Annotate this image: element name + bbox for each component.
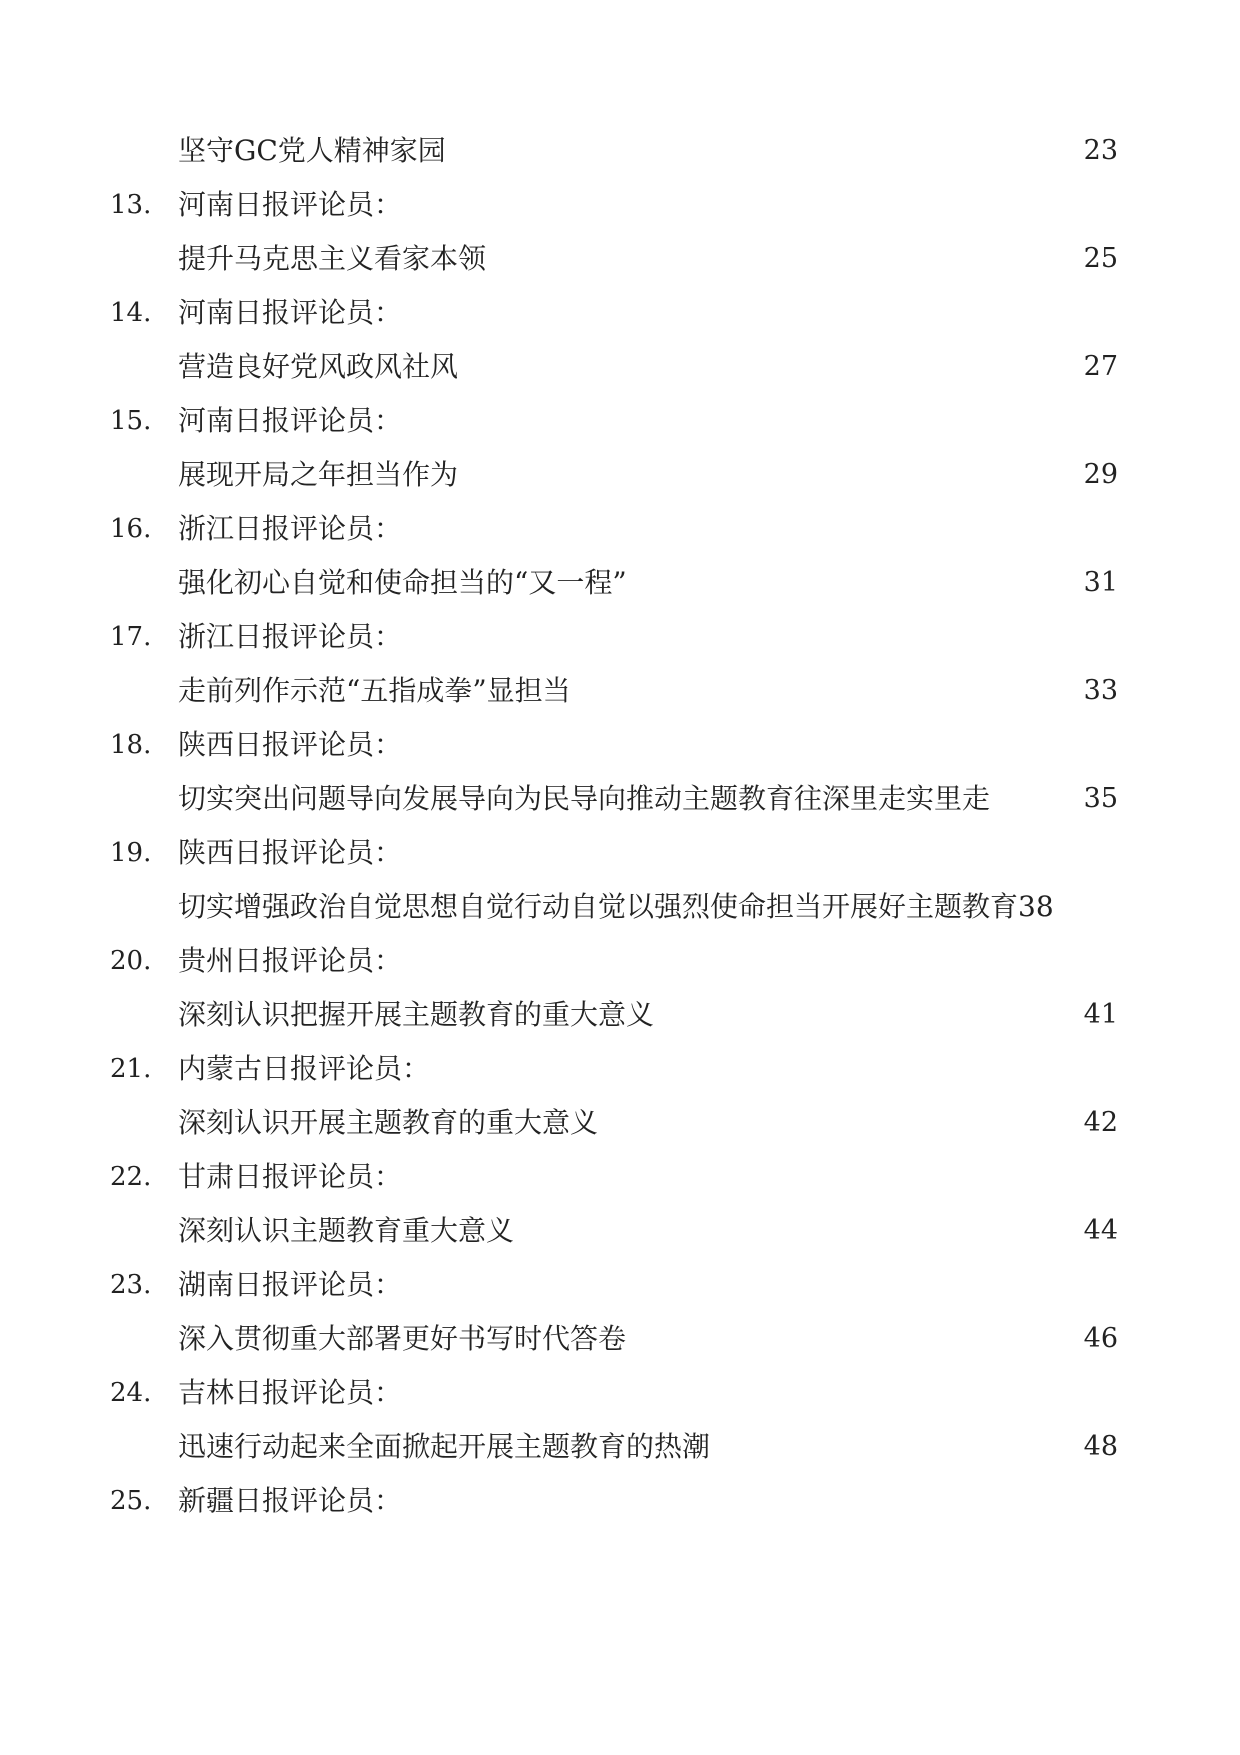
toc-entry-source: 河南日报评论员：: [178, 188, 403, 221]
toc-entry-title-row: [110, 340, 1130, 394]
toc-entry-title-row: [110, 1204, 1130, 1258]
toc-entry-source-row: [110, 718, 1130, 772]
toc-entry-source: 新疆日报评论员：: [178, 1484, 403, 1517]
toc-entry-source: 河南日报评论员：: [178, 296, 403, 329]
toc-page-number: 25: [1083, 243, 1118, 274]
toc-entry-source: 贵州日报评论员：: [178, 944, 403, 977]
toc-title: 深入贯彻重大部署更好书写时代答卷: [178, 1322, 627, 1355]
toc-entry-source: 湖南日报评论员：: [178, 1268, 403, 1301]
toc-entry-source: 内蒙古日报评论员：: [178, 1052, 431, 1085]
toc-entry-source: 浙江日报评论员：: [178, 620, 403, 653]
toc-entry-source: 吉林日报评论员：: [178, 1376, 403, 1409]
toc-page-number: 46: [1083, 1323, 1118, 1354]
toc-title: 切实突出问题导向发展导向为民导向推动主题教育往深里走实里走: [178, 782, 991, 815]
toc-page-number: 31: [1083, 567, 1118, 598]
toc-page-number: 41: [1083, 999, 1118, 1030]
toc-page-number: 44: [1083, 1215, 1118, 1246]
toc-entry-title-row: [110, 232, 1130, 286]
toc-entry-source: 河南日报评论员：: [178, 404, 403, 437]
toc-entry-source-row: [110, 934, 1130, 988]
toc-title: 深刻认识把握开展主题教育的重大意义: [178, 998, 655, 1031]
table-of-contents: [110, 124, 1130, 1528]
toc-page-number: 35: [1083, 783, 1118, 814]
toc-entry-source-row: [110, 1042, 1130, 1096]
toc-title: 走前列作示范“五指成拳”显担当: [178, 674, 571, 707]
toc-title: 切实增强政治自觉思想自觉行动自觉以强烈使命担当开展好主题教育38: [178, 890, 1054, 923]
toc-entry-number: 21.: [110, 1054, 152, 1084]
toc-entries: [110, 178, 1130, 1528]
toc-entry-number: 16.: [110, 514, 152, 544]
toc-page-number: 48: [1083, 1431, 1118, 1462]
toc-entry-number: 17.: [110, 622, 152, 652]
toc-entry-title-row: [110, 1420, 1130, 1474]
toc-entry-source-row: [110, 826, 1130, 880]
toc-entry-source: 陕西日报评论员：: [178, 836, 403, 869]
toc-entry-source-row: [110, 502, 1130, 556]
toc-entry-number: 24.: [110, 1378, 152, 1408]
toc-title: 强化初心自觉和使命担当的“又一程”: [178, 566, 627, 599]
toc-page-number: 42: [1083, 1107, 1118, 1138]
toc-entry-title-row: [110, 1096, 1130, 1150]
toc-entry-source-row: [110, 286, 1130, 340]
toc-title: 营造良好党风政风社风: [178, 350, 459, 383]
toc-entry-title-row: [110, 880, 1130, 934]
toc-entry-number: 13.: [110, 190, 152, 220]
toc-page-number: 23: [1083, 135, 1118, 166]
toc-entry-source-row: [110, 1366, 1130, 1420]
toc-page-number: 29: [1083, 459, 1118, 490]
toc-title: 深刻认识开展主题教育的重大意义: [178, 1106, 599, 1139]
toc-title: 展现开局之年担当作为: [178, 458, 459, 491]
toc-title: 迅速行动起来全面掀起开展主题教育的热潮: [178, 1430, 711, 1463]
toc-entry-number: 20.: [110, 946, 152, 976]
toc-entry-title-row: [110, 556, 1130, 610]
toc-entry-source-row: [110, 178, 1130, 232]
toc-entry-number: 19.: [110, 838, 152, 868]
toc-title: 坚守GC党人精神家园: [178, 134, 446, 167]
toc-entry-source-row: [110, 394, 1130, 448]
toc-entry-source: 陕西日报评论员：: [178, 728, 403, 761]
toc-entry-number: 22.: [110, 1162, 152, 1192]
toc-entry-title-row: [110, 1312, 1130, 1366]
toc-title: 提升马克思主义看家本领: [178, 242, 487, 275]
toc-entry-source: 甘肃日报评论员：: [178, 1160, 403, 1193]
toc-entry-source-row: [110, 1258, 1130, 1312]
toc-entry-source-row: [110, 1150, 1130, 1204]
toc-page-number: 27: [1083, 351, 1118, 382]
toc-entry-number: 15.: [110, 406, 152, 436]
toc-entry-title-row: [110, 448, 1130, 502]
toc-entry-source-row: [110, 610, 1130, 664]
toc-entry-title-row: [110, 988, 1130, 1042]
toc-entry-source: 浙江日报评论员：: [178, 512, 403, 545]
toc-entry-source-row: [110, 1474, 1130, 1528]
toc-entry-number: 23.: [110, 1270, 152, 1300]
toc-entry-title-row: [110, 664, 1130, 718]
toc-entry-title-row: [110, 772, 1130, 826]
toc-page-number: 33: [1083, 675, 1118, 706]
toc-entry-number: 14.: [110, 298, 152, 328]
toc-lead-entry: [110, 124, 1130, 178]
toc-entry-number: 25.: [110, 1486, 152, 1516]
toc-entry-number: 18.: [110, 730, 152, 760]
toc-title: 深刻认识主题教育重大意义: [178, 1214, 515, 1247]
